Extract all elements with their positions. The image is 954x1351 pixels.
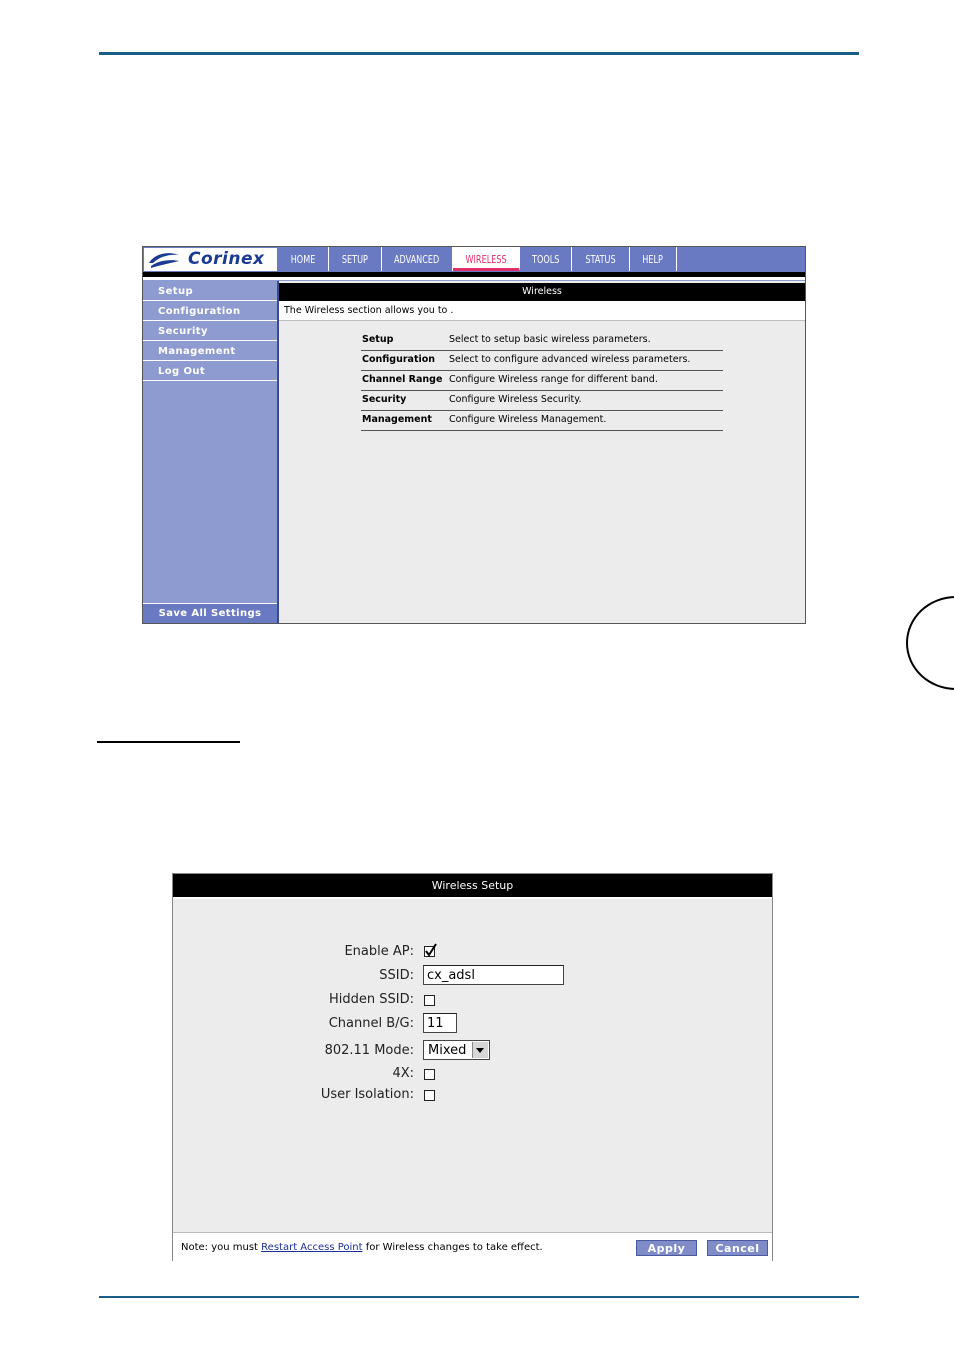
sidebar-item-management[interactable]: Management (143, 342, 277, 361)
chapter-tab-circle (906, 596, 954, 690)
checkmark-icon (424, 943, 438, 958)
tab-help[interactable]: HELP (630, 247, 677, 271)
fourx-checkbox[interactable] (424, 1069, 435, 1080)
corinex-logo (144, 248, 277, 271)
mode-select[interactable] (423, 1040, 490, 1060)
save-all-settings-button[interactable]: Save All Settings (143, 603, 277, 623)
logo-swirl-icon (147, 251, 181, 269)
user-isolation-checkbox[interactable] (424, 1090, 435, 1101)
option-desc: Configure Wireless Management. (449, 414, 607, 425)
mode-label: 802.11 Mode: (324, 1043, 414, 1058)
enable-ap-checkbox[interactable] (424, 946, 435, 957)
section-title: Wireless (279, 283, 805, 301)
top-rule (99, 52, 859, 55)
top-nav-bar (143, 247, 805, 272)
user-isolation-label: User Isolation: (320, 1087, 414, 1102)
cancel-button[interactable]: Cancel (707, 1240, 768, 1256)
option-desc: Select to configure advanced wireless parameters. (449, 354, 691, 365)
content-panel (279, 281, 805, 623)
sidebar (143, 281, 277, 623)
option-desc: Configure Wireless range for different band. (449, 374, 658, 385)
tab-advanced[interactable]: ADVANCED (382, 247, 453, 271)
bottom-rule (99, 1296, 859, 1298)
header-divider-line (143, 277, 805, 280)
hidden-ssid-checkbox[interactable] (424, 995, 435, 1006)
title-divider (173, 897, 772, 899)
footer-bar (173, 1232, 772, 1261)
mode-selected-value: Mixed (428, 1043, 467, 1058)
tab-status[interactable]: STATUS (572, 247, 630, 271)
sidebar-item-setup[interactable]: Setup (143, 282, 277, 301)
option-key[interactable]: Channel Range (362, 374, 443, 385)
hidden-ssid-label: Hidden SSID: (329, 992, 414, 1007)
section-intro: The Wireless section allows you to . (279, 301, 805, 321)
option-desc: Configure Wireless Security. (449, 394, 582, 405)
ssid-input[interactable]: cx_adsl (423, 965, 564, 985)
section-heading-underline (97, 741, 240, 743)
option-key[interactable]: Configuration (362, 354, 436, 365)
enable-ap-label: Enable AP: (344, 944, 414, 959)
option-key[interactable]: Management (362, 414, 432, 425)
wireless-setup-title: Wireless Setup (173, 874, 772, 897)
channel-label: Channel B/G: (328, 1016, 414, 1031)
option-row-management[interactable] (361, 411, 723, 431)
ssid-label: SSID: (379, 968, 414, 983)
option-key[interactable]: Setup (362, 334, 394, 345)
sidebar-item-configuration[interactable]: Configuration (143, 302, 277, 321)
tab-wireless[interactable]: WIRELESS (453, 247, 520, 271)
wireless-overview-screenshot (142, 246, 806, 624)
option-row-security[interactable] (361, 391, 723, 411)
tab-setup[interactable]: SETUP (329, 247, 382, 271)
channel-input[interactable]: 11 (423, 1013, 457, 1033)
apply-button[interactable]: Apply (636, 1240, 697, 1256)
option-row-setup[interactable] (361, 331, 723, 351)
option-row-channel-range[interactable] (361, 371, 723, 391)
logo-text: Corinex (188, 249, 265, 269)
wireless-setup-screenshot (172, 873, 773, 1261)
tab-tools[interactable]: TOOLS (520, 247, 572, 271)
option-desc: Select to setup basic wireless parameters. (449, 334, 651, 345)
main-nav (278, 247, 677, 271)
sidebar-item-security[interactable]: Security (143, 322, 277, 341)
option-key[interactable]: Security (362, 394, 407, 405)
chevron-down-icon[interactable] (472, 1042, 488, 1058)
fourx-label: 4X: (392, 1066, 414, 1081)
option-row-configuration[interactable] (361, 351, 723, 371)
restart-access-point-link[interactable]: Restart Access Point (261, 1242, 363, 1253)
sidebar-item-log-out[interactable]: Log Out (143, 362, 277, 381)
tab-home[interactable]: HOME (278, 247, 329, 271)
restart-note: Note: you must Restart Access Point for Wireless changes to take effect. (181, 1242, 543, 1253)
